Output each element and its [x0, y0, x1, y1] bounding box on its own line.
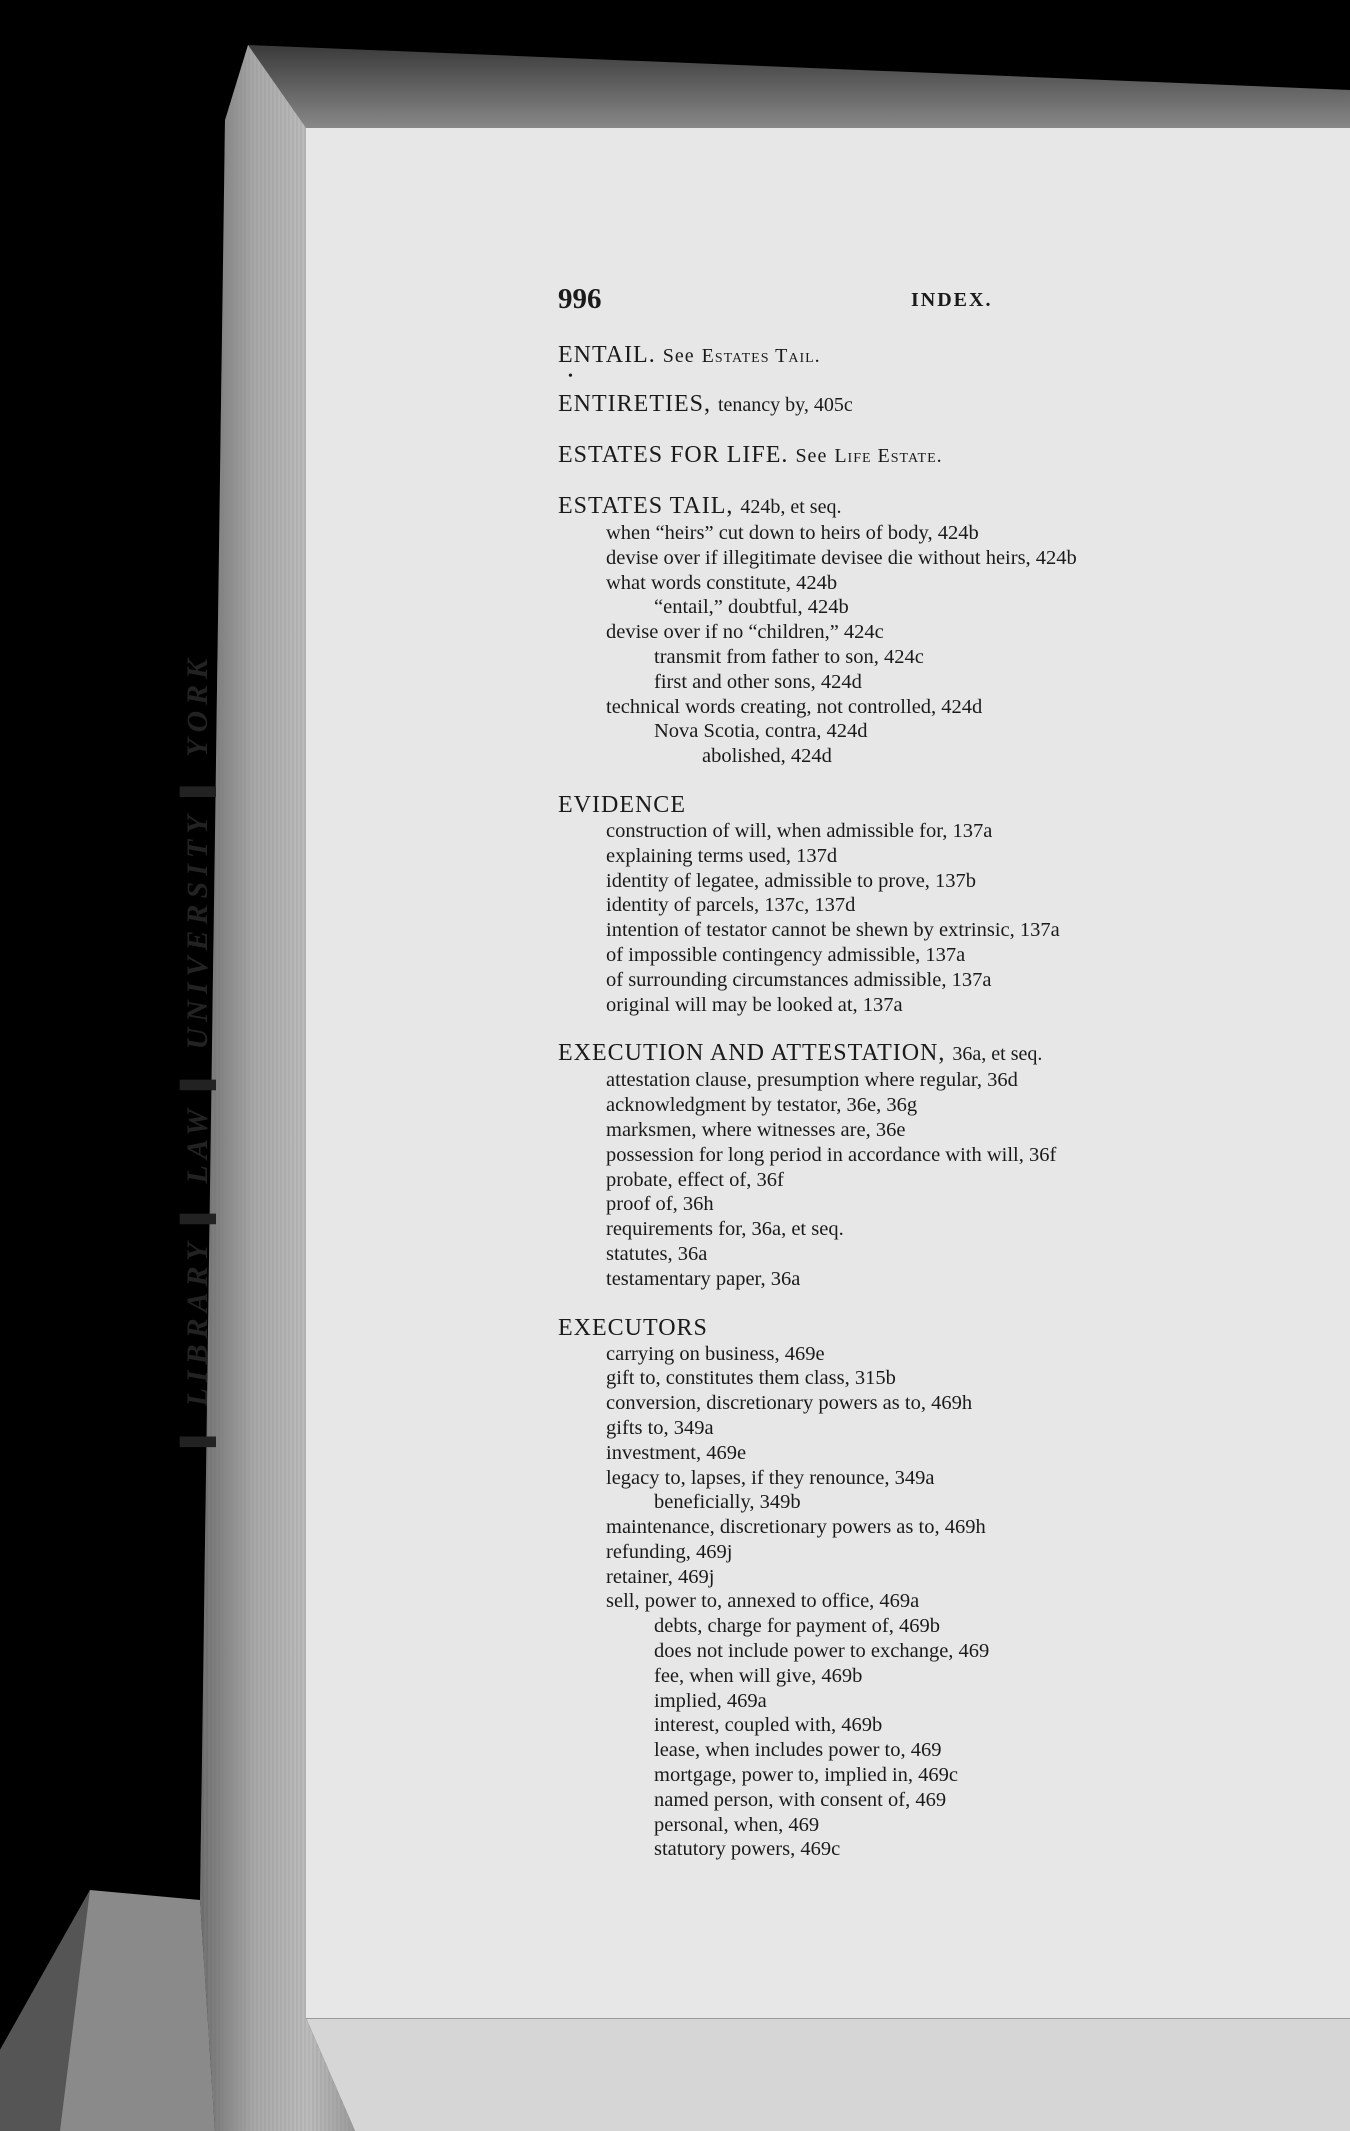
bullet-mark: •: [568, 369, 573, 384]
subentry: retainer, 469j: [606, 1565, 715, 1588]
subentry: does not include power to exchange, 469: [654, 1640, 990, 1663]
subentry: refunding, 469j: [606, 1540, 733, 1563]
subentry: possession for long period in accordance with will, 36f: [606, 1143, 1057, 1166]
subentry: original will may be looked at, 137a: [606, 993, 903, 1016]
entry-heading: [558, 1039, 1338, 1068]
page-number: 996: [558, 283, 602, 315]
subentry: debts, charge for payment of, 469b: [654, 1615, 940, 1638]
entry-reference: 424b, et seq.: [740, 496, 842, 518]
subentry: investment, 469e: [606, 1441, 747, 1464]
subentry: attestation clause, presumption where regular, 36d: [606, 1069, 1018, 1092]
subentry: interest, coupled with, 469b: [654, 1714, 883, 1737]
entry-term: ENTIRETIES,: [558, 391, 711, 417]
subentry: probate, effect of, 36f: [606, 1168, 784, 1191]
subentry: marksmen, where witnesses are, 36e: [606, 1118, 906, 1141]
subentry: maintenance, discretionary powers as to, 469h: [606, 1516, 986, 1539]
index-entry: [558, 791, 1338, 1017]
subentry: conversion, discretionary powers as to, 469h: [606, 1392, 973, 1415]
subentry: explaining terms used, 137d: [606, 844, 838, 867]
index-entry: [558, 390, 1338, 419]
see-label: See: [662, 345, 695, 367]
see-reference: Life Estate.: [834, 445, 943, 467]
subentry: lease, when includes power to, 469: [654, 1739, 942, 1762]
see-label: See: [795, 445, 828, 467]
subentry: identity of legatee, admissible to prove, 137b: [606, 869, 977, 892]
index-entry: [558, 441, 1338, 470]
entry-heading: [558, 1314, 1338, 1342]
entry-term: ESTATES FOR LIFE.: [558, 442, 789, 468]
subentry: technical words creating, not controlled, 424d: [606, 695, 983, 718]
subentry: what words constitute, 424b: [606, 571, 838, 594]
running-head: [558, 283, 1338, 319]
subentry: acknowledgment by testator, 36e, 36g: [606, 1094, 918, 1117]
entry-term: EXECUTION AND ATTESTATION,: [558, 1040, 946, 1067]
entry-heading: [558, 791, 1338, 819]
subentry: mortgage, power to, implied in, 469c: [654, 1764, 959, 1787]
subentry: when “heirs” cut down to heirs of body, 424b: [606, 522, 979, 544]
subentry: “entail,” doubtful, 424b: [654, 596, 849, 619]
index-entry: [558, 1314, 1338, 1863]
subentry: devise over if no “children,” 424c: [606, 621, 884, 644]
subentry: fee, when will give, 469b: [654, 1664, 863, 1687]
index-entries: [558, 341, 1338, 1862]
subentry: legacy to, lapses, if they renounce, 349a: [606, 1466, 935, 1489]
subentry: proof of, 36h: [606, 1193, 714, 1216]
book-page: [306, 128, 1350, 2018]
subentry: carrying on business, 469e: [606, 1342, 825, 1365]
subentry: identity of parcels, 137c, 137d: [606, 894, 856, 917]
subentry: testamentary paper, 36a: [606, 1267, 801, 1290]
index-entry: [558, 341, 1338, 384]
subentry: beneficially, 349b: [654, 1491, 801, 1514]
subentry: requirements for, 36a, et seq.: [606, 1218, 844, 1241]
entry-term: ENTAIL.: [558, 342, 656, 368]
subentry: statutes, 36a: [606, 1242, 708, 1265]
subentry: sell, power to, annexed to office, 469a: [606, 1590, 920, 1613]
spine-stamp: ▌ LIBRARY ▌ LAW ▌ UNIVERSITY ▌ YORK: [181, 652, 214, 1448]
entry-heading: [558, 441, 1338, 470]
subentry: named person, with consent of, 469: [654, 1788, 947, 1811]
entry-term: ESTATES TAIL,: [558, 493, 734, 519]
see-reference: Estates Tail.: [701, 345, 821, 367]
subentry: transmit from father to son, 424c: [654, 645, 924, 668]
subentry: gift to, constitutes them class, 315b: [606, 1367, 896, 1390]
running-head-title: INDEX.: [911, 289, 993, 311]
subentry: Nova Scotia, contra, 424d: [654, 720, 868, 743]
index-entry: [558, 1039, 1338, 1291]
subentry: statutory powers, 469c: [654, 1838, 841, 1861]
subentry: devise over if illegitimate devisee die without heirs, 424b: [606, 546, 1077, 569]
entry-term: EXECUTORS: [558, 1314, 708, 1341]
subentry: of surrounding circumstances admissible, 137a: [606, 968, 992, 991]
entry-term: EVIDENCE: [558, 791, 686, 818]
subentry: gifts to, 349a: [606, 1416, 714, 1439]
subentry: implied, 469a: [654, 1689, 767, 1712]
subentry: abolished, 424d: [702, 745, 832, 768]
entry-heading: [558, 341, 1338, 370]
page-content: [558, 283, 1338, 1884]
subentry: intention of testator cannot be shewn by extrinsic, 137a: [606, 919, 1060, 942]
index-entry: [558, 492, 1338, 769]
subentry: of impossible contingency admissible, 137a: [606, 943, 966, 966]
entry-reference: 36a, et seq.: [952, 1043, 1043, 1066]
subentry: personal, when, 469: [654, 1813, 820, 1836]
entry-heading: [558, 492, 1338, 521]
subentry: first and other sons, 424d: [654, 670, 862, 693]
subentry: construction of will, when admissible for, 137a: [606, 819, 993, 842]
entry-reference: tenancy by, 405c: [717, 394, 853, 416]
entry-heading: [558, 390, 1338, 419]
